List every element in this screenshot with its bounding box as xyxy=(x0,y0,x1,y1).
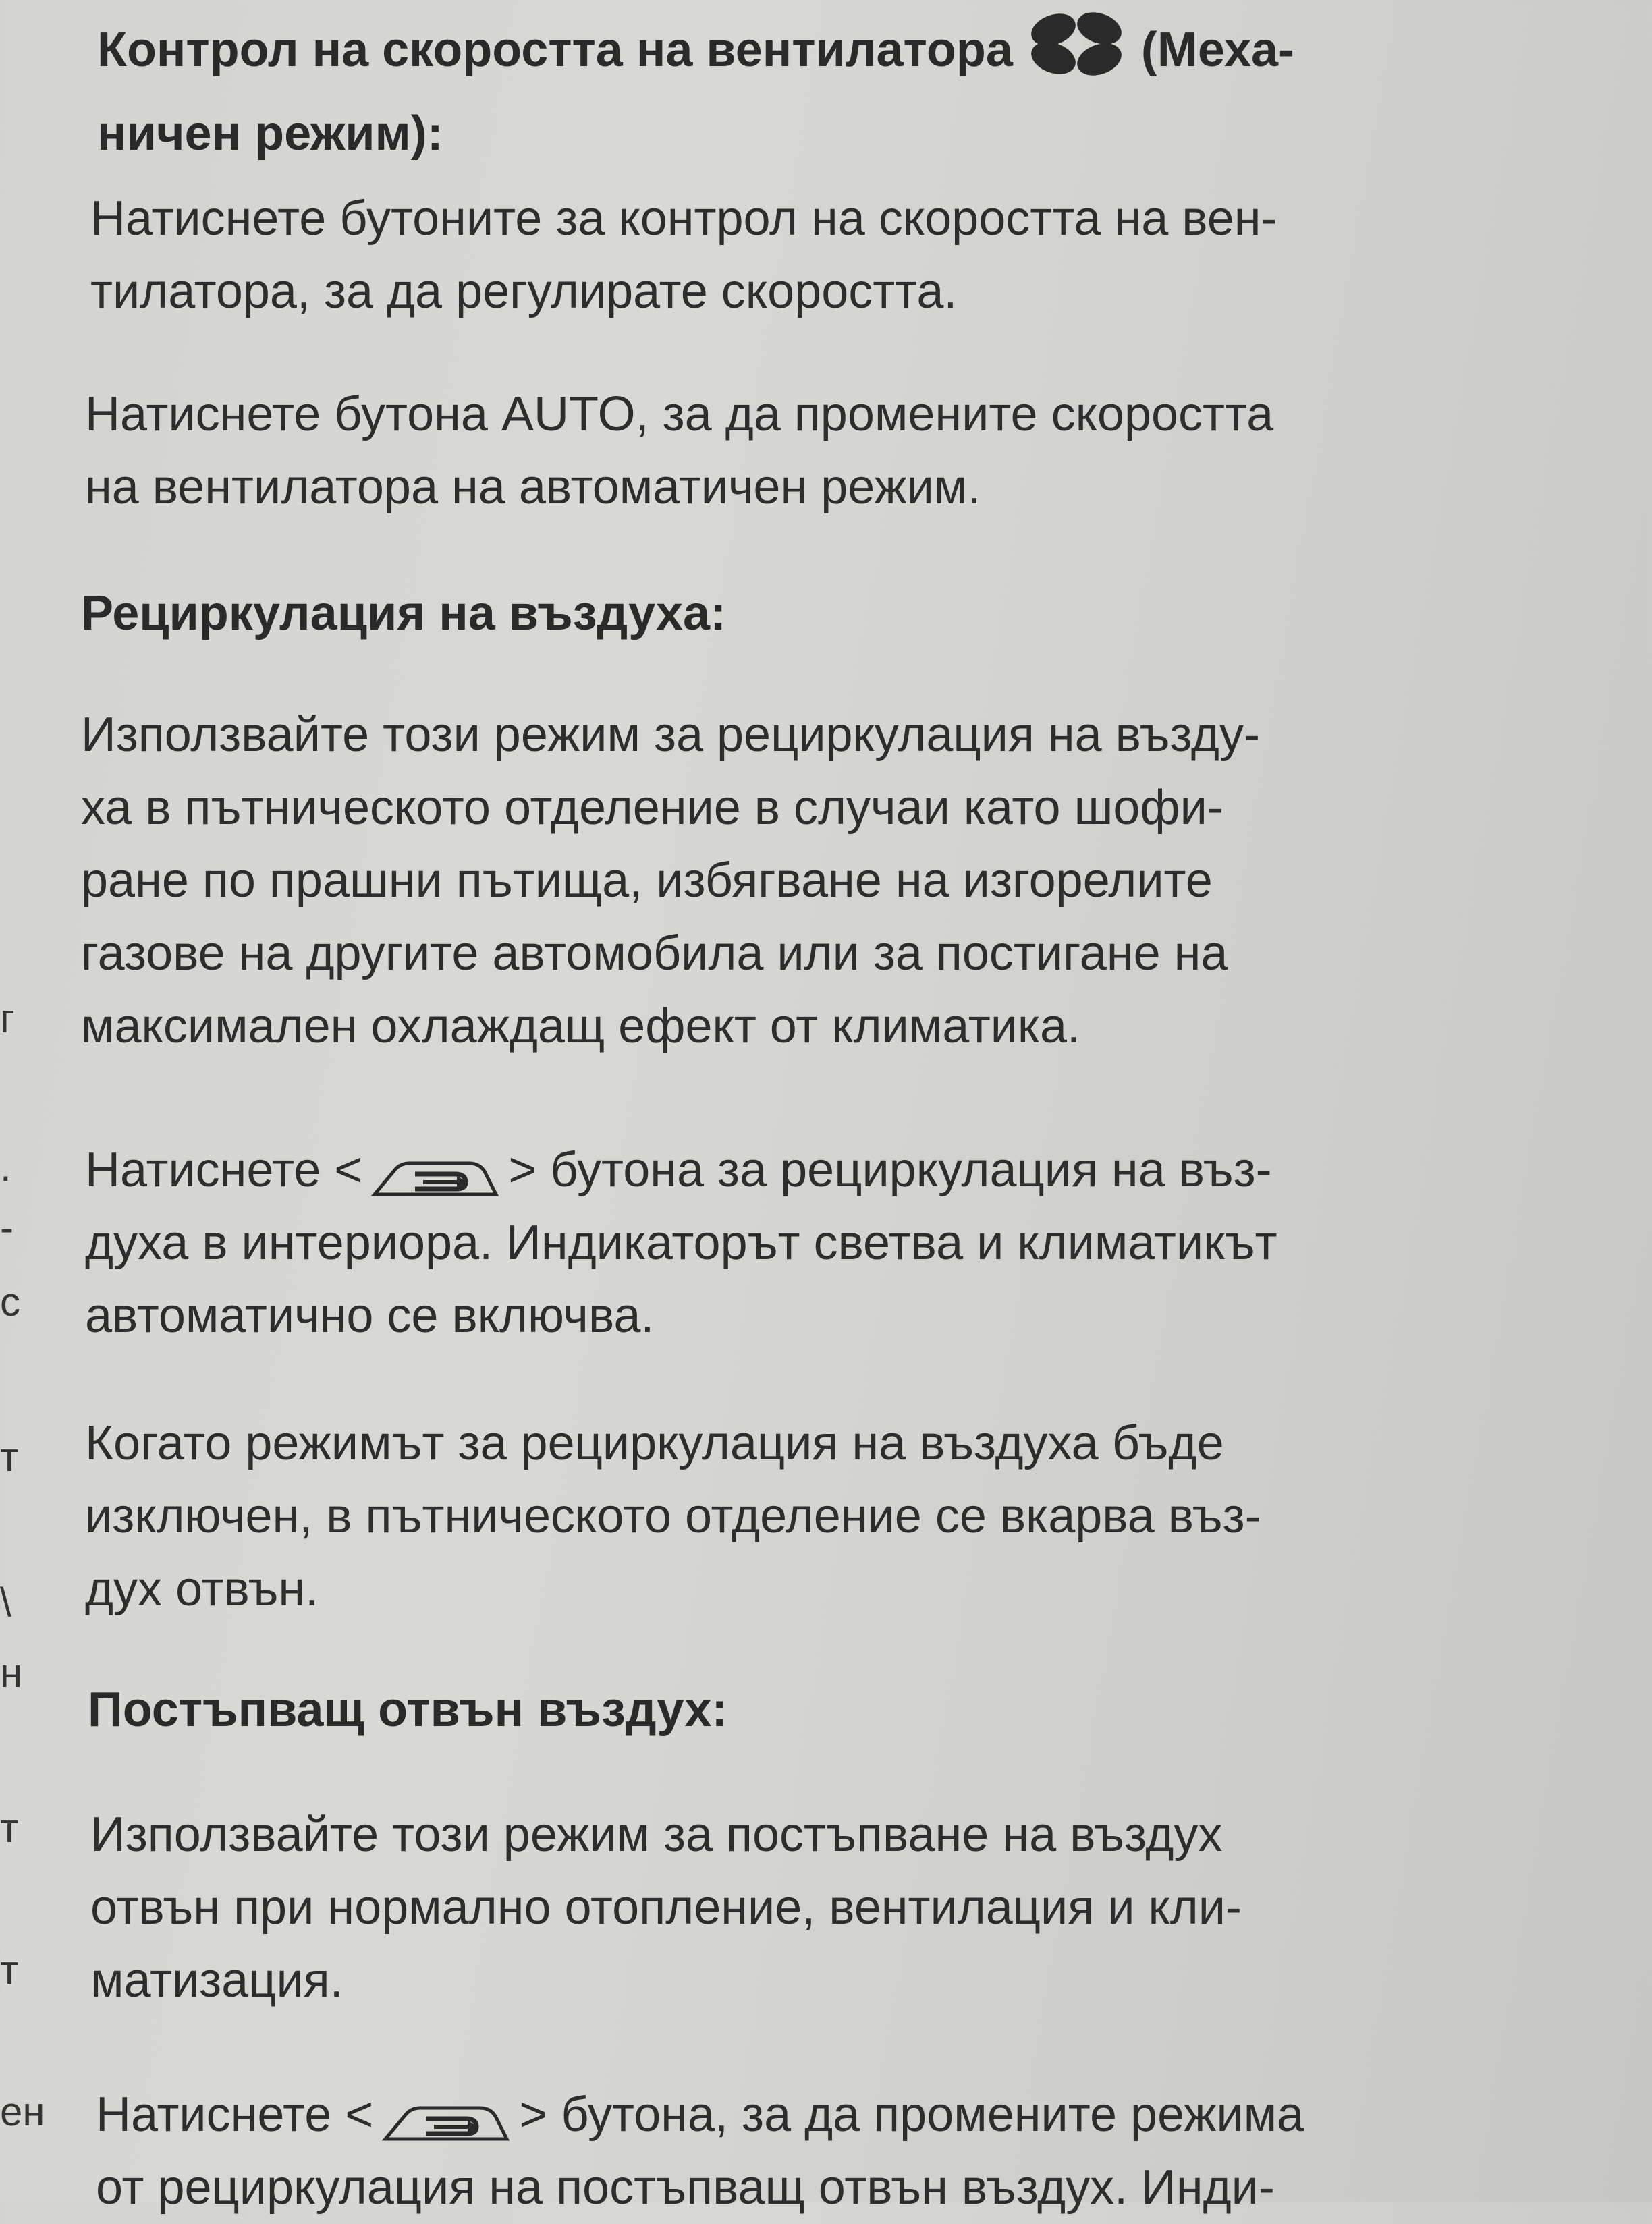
fan-speed-section xyxy=(97,9,1609,170)
text-line: матизация. xyxy=(90,1953,343,2007)
edge-mark: с xyxy=(0,1279,20,1325)
recirculation-paragraph-3 xyxy=(85,1407,1597,1625)
text-line: Натиснете бутоните за контрол на скоростта на вен- xyxy=(90,192,1277,246)
text-segment: Натиснете < xyxy=(85,1143,363,1197)
fan-heading-cont: ничен режим): xyxy=(97,107,443,161)
recirculation-paragraph-1 xyxy=(81,698,1593,1063)
text-line xyxy=(85,1134,1597,1206)
edge-mark: . xyxy=(0,1144,11,1190)
text-line: максимален охлаждащ ефект от климатика. xyxy=(81,999,1081,1053)
outside-air-paragraph-1 xyxy=(90,1798,1602,2017)
text-segment: Натиснете < xyxy=(96,2088,374,2142)
text-line xyxy=(96,2078,1607,2151)
edge-mark: ен xyxy=(0,2089,45,2134)
recirculation-heading: Рециркулация на въздуха: xyxy=(81,586,727,640)
fan-paragraph-1 xyxy=(90,182,1602,328)
text-line: автоматично се включва. xyxy=(85,1289,655,1343)
text-line: ране по прашни пътища, избягване на изгорелите xyxy=(81,854,1213,908)
text-line: тилатора, за да регулирате скоростта. xyxy=(90,265,958,318)
text-line: газове на другите автомобила или за постигане на xyxy=(81,926,1228,980)
text-line: Когато режимът за рециркулация на въздуха бъде xyxy=(85,1416,1224,1470)
edge-mark: т xyxy=(0,1435,19,1480)
recirculation-paragraph-2 xyxy=(85,1134,1597,1352)
text-line: Използвайте този режим за рециркулация на възду- xyxy=(81,708,1260,762)
text-line: духа в интериора. Индикаторът светва и климатикът xyxy=(85,1216,1277,1270)
text-line: от рециркулация на постъпващ отвън въздух. Инди- xyxy=(96,2161,1275,2215)
text-line: изключен, в пътническото отделение се вкарва въз- xyxy=(85,1489,1261,1543)
fan-paragraph-2 xyxy=(85,378,1597,524)
fan-icon xyxy=(1026,9,1128,97)
fan-heading-text: Контрол на скоростта на вентилатора xyxy=(97,23,1013,78)
text-line: Използвайте този режим за постъпване на въздух xyxy=(90,1808,1223,1862)
recirculation-section xyxy=(81,577,1593,650)
edge-mark: \ xyxy=(0,1580,11,1625)
outside-air-heading: Постъпващ отвън въздух: xyxy=(88,1683,728,1737)
text-segment: > бутона за рециркулация на въз- xyxy=(508,1143,1272,1197)
edge-mark: г xyxy=(0,996,15,1041)
edge-mark: т xyxy=(0,1806,19,1851)
text-line: Натиснете бутона AUTO, за да промените скоростта xyxy=(85,387,1274,441)
text-line: отвън при нормално отопление, вентилация и кли- xyxy=(90,1881,1242,1935)
edge-mark: н xyxy=(0,1650,23,1696)
text-line: ха в пътническото отделение в случаи като шофи- xyxy=(81,781,1223,835)
fan-speed-heading xyxy=(97,9,1609,97)
outside-air-section xyxy=(88,1673,1599,1746)
recirculation-button-icon xyxy=(379,2094,514,2142)
fan-heading-mode: (Меха- xyxy=(1140,23,1294,78)
text-segment: > бутона, за да промените режима xyxy=(519,2088,1304,2142)
text-line: дух отвън. xyxy=(85,1562,319,1616)
text-line: на вентилатора на автоматичен режим. xyxy=(85,460,981,514)
edge-mark: - xyxy=(0,1205,13,1250)
recirculation-button-icon xyxy=(368,1150,503,1197)
edge-mark: т xyxy=(0,1947,19,1993)
left-page-edge xyxy=(0,0,45,2202)
